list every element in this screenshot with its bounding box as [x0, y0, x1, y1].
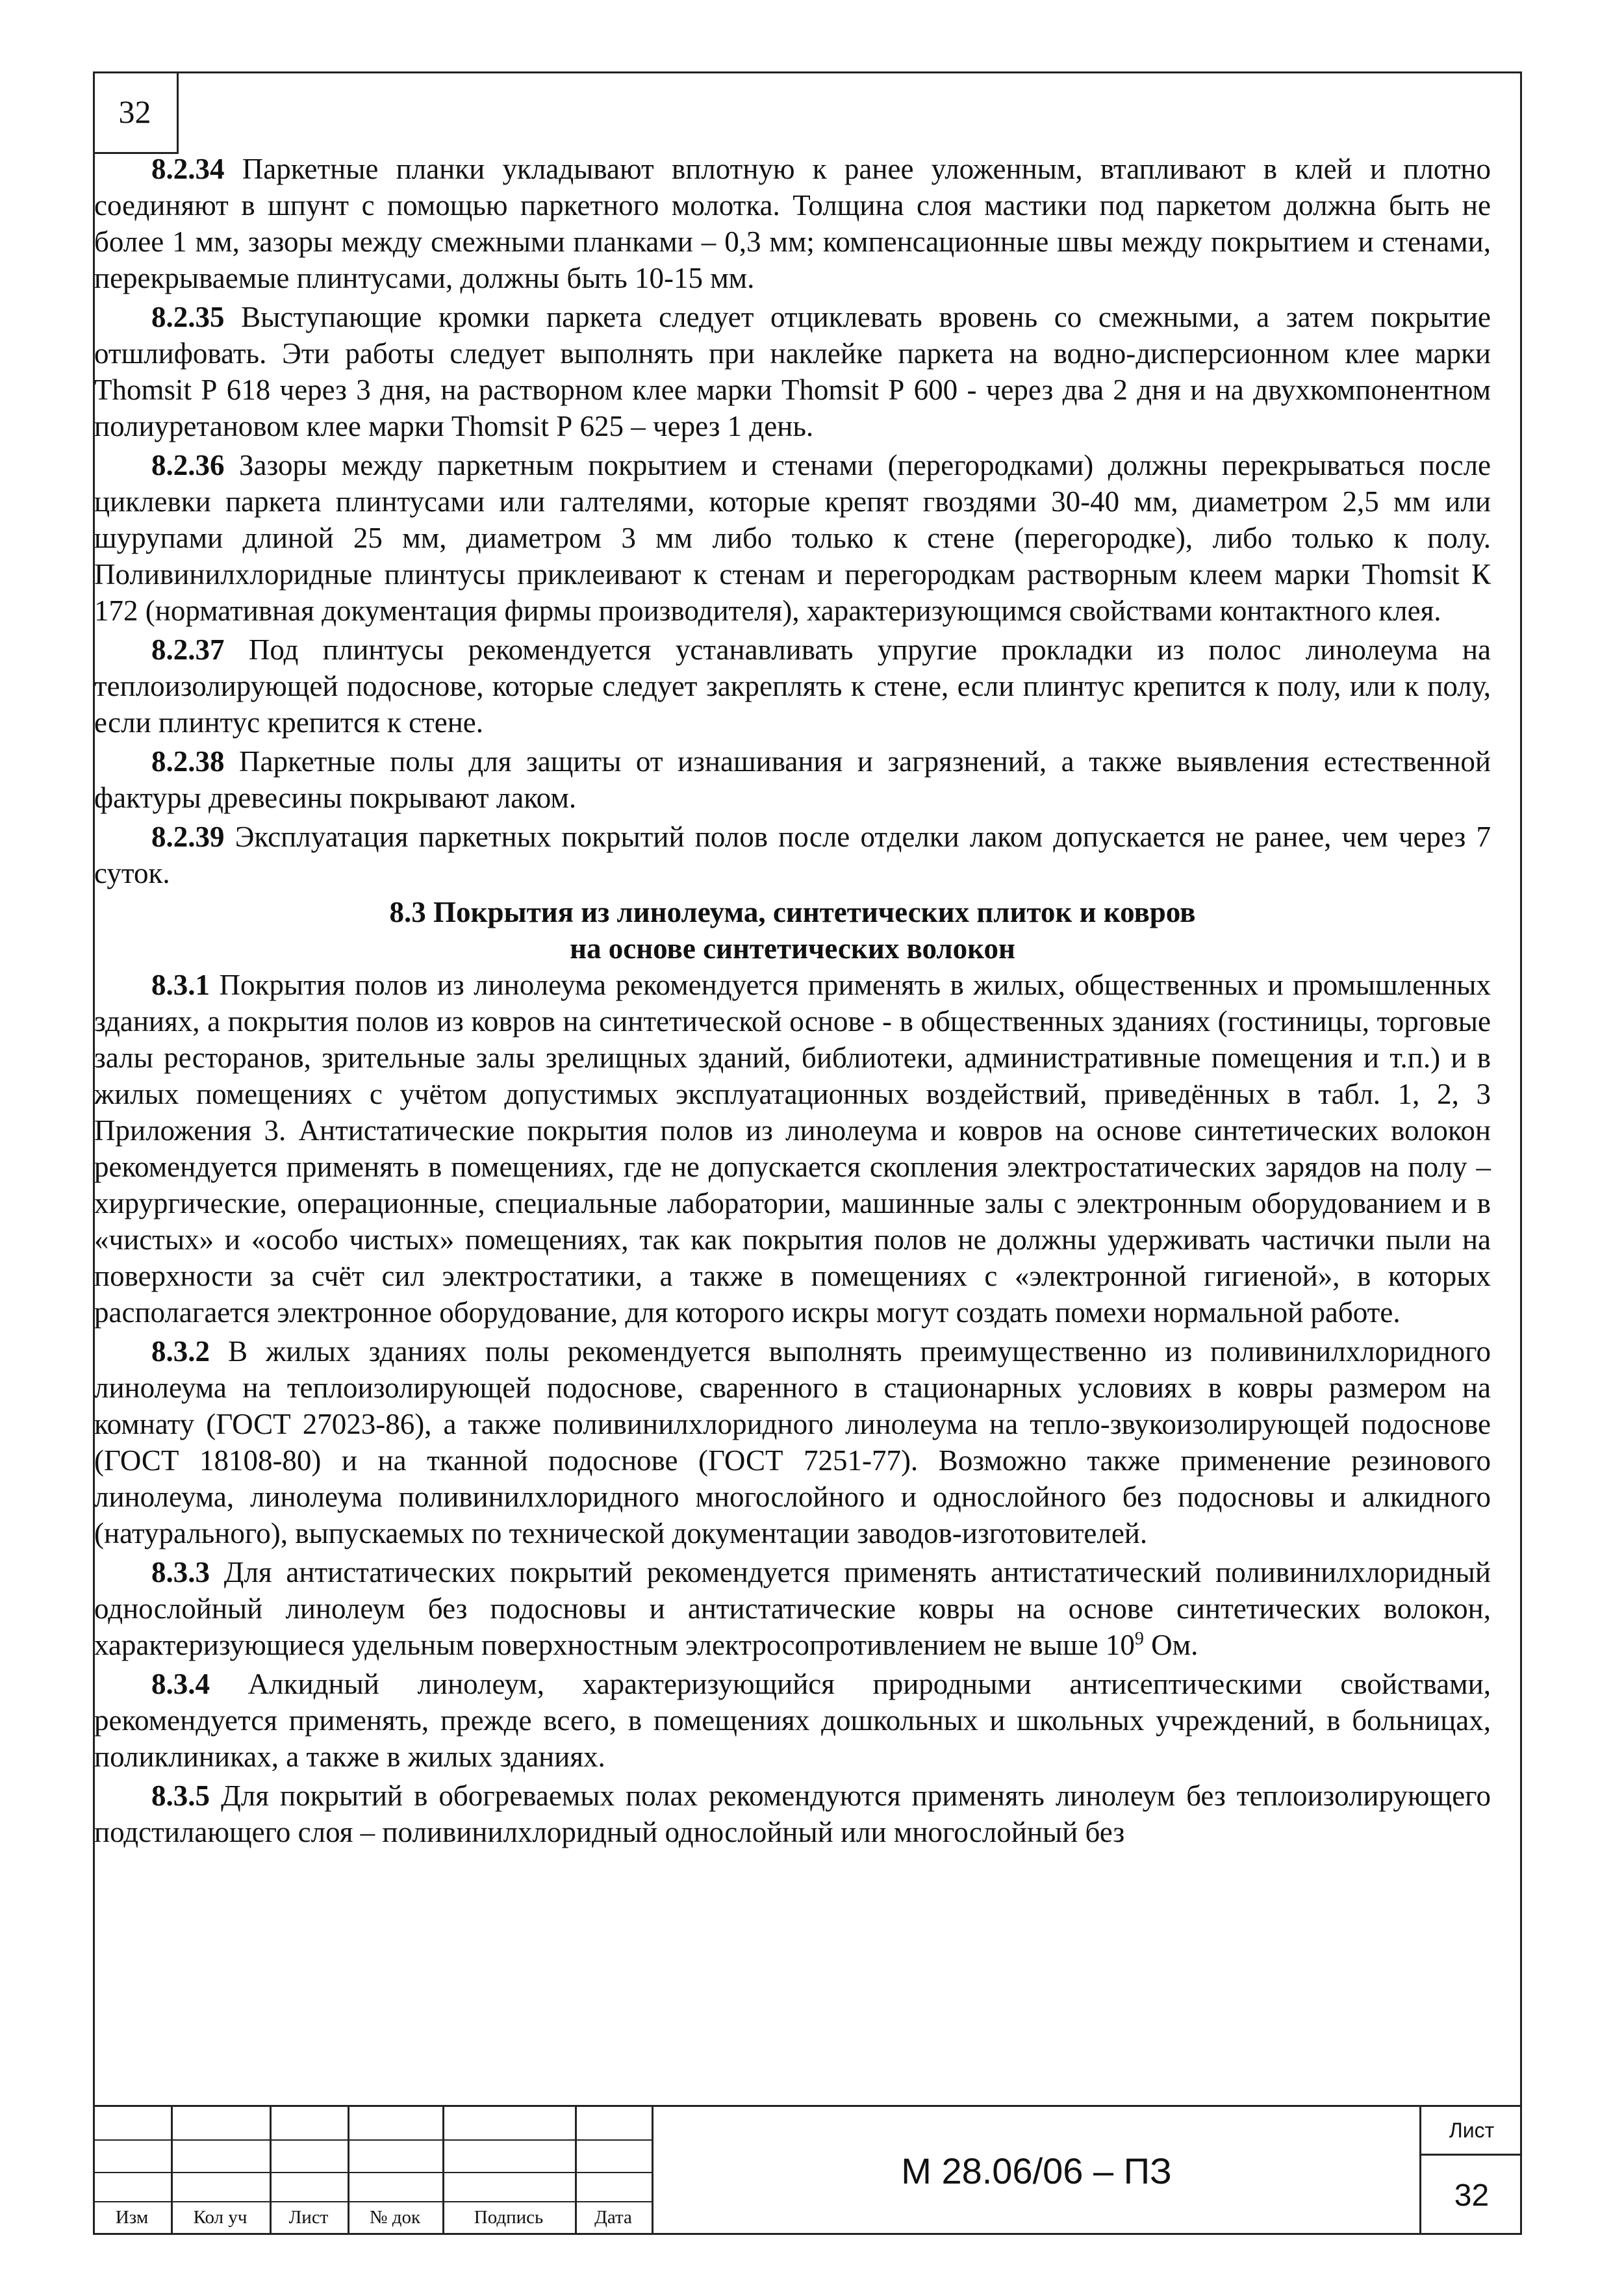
clause-number: 8.2.36	[151, 449, 225, 481]
revision-table	[93, 2107, 652, 2235]
paragraph-8-3-2	[94, 1333, 1491, 1551]
clause-number: 8.3.2	[151, 1335, 210, 1368]
exponent: 9	[1134, 1629, 1144, 1649]
clause-number: 8.3.4	[151, 1668, 210, 1700]
clause-text: Покрытия полов из линолеума рекомендуется применять в жилых, общественных и промышленных зданиях, а покрытия полов из ковров на синтетической основе - в общественных зданиях (гостиницы, торговые залы ресторанов, зрительные залы зрелищных зданий, библиотеки, административные помещения и т.п.) и в жилых помещениях с учётом допустимых эксплуатационных воздействий, приведённых в табл. 1, 2, 3 Приложения 3. Антистатические покрытия полов из линолеума и ковров на основе синтетических волокон рекомендуется применять в помещениях, где не допускается скопления электростатических зарядов на полу – хирургические, операционные, специальные лаборатории, машинные залы с электронным оборудованием и в «чистых» и «особо чистых» помещениях, так как покрытия полов не должны удерживать частички пыли на поверхности за счёт сил электростатики, а также в помещениях с «электронной гигиеной», в которых располагается электронное оборудование, для которого искры могут создать помехи нормальной работе.	[94, 969, 1491, 1329]
clause-number: 8.2.35	[151, 301, 225, 333]
row-divider	[93, 2139, 652, 2141]
document-code: М 28.06/06 – ПЗ	[652, 2107, 1421, 2235]
paragraph-8-3-3	[94, 1554, 1491, 1663]
clause-number: 8.3.3	[151, 1556, 210, 1588]
clause-number: 8.2.39	[151, 821, 225, 853]
clause-text: Выступающие кромки паркета следует отциклевать вровень со смежными, а затем покрытие отшлифовать. Эти работы следует выполнять при наклейке паркета на водно-дисперсионном клее марки Thomsit Р 618 через 3 дня, на растворном клее марки Thomsit Р 600 - через два 2 дня и на двухкомпонентном полиуретановом клее марки Thomsit Р 625 – через 1 день.	[94, 301, 1491, 442]
clause-text: Эксплуатация паркетных покрытий полов после отделки лаком допускается не ранее, чем через 7 суток.	[94, 821, 1491, 889]
clause-text: Зазоры между паркетным покрытием и стенами (перегородками) должны перекрываться после циклевки паркета плинтусами или галтелями, которые крепят гвоздями 30-40 мм, диаметром 2,5 мм или шурупами длиной 25 мм, диаметром 3 мм либо только к стене (перегородке), либо только к полу. Поливинилхлоридные плинтусы приклеивают к стенам и перегородкам растворным клеем марки Thomsit К 172 (нормативная документация фирмы производителя), характеризующимся свойствами контактного клея.	[94, 449, 1491, 627]
sheet-number: 32	[1454, 2178, 1490, 2213]
clause-text: Алкидный линолеум, характеризующийся природными антисептическими свойствами, рекомендуется применять, прежде всего, в помещениях дошкольных и школьных учреждений, в больницах, поликлиниках, а также в жилых зданиях.	[94, 1668, 1491, 1773]
clause-number: 8.3.1	[151, 969, 210, 1001]
title-block	[93, 2105, 1522, 2235]
clause-text: Паркетные планки укладывают вплотную к ранее уложенным, втапливают в клей и плотно соединяют в шпунт с помощью паркетного молотка. Толщина слоя мастики под паркетом должна быть не более 1 мм, зазоры между смежными планками – 0,3 мм; компенсационные швы между покрытием и стенами, перекрываемые плинтусами, должны быть 10-15 мм.	[94, 153, 1491, 294]
clause-number: 8.2.34	[151, 153, 225, 185]
paragraph-8-2-39	[94, 819, 1491, 891]
clause-number: 8.3.5	[151, 1779, 210, 1812]
label-podpis: Подпись	[474, 2207, 544, 2228]
document-body	[94, 151, 1491, 1853]
label-izm: Изм	[115, 2207, 149, 2228]
sheet-label: Лист	[1421, 2107, 1522, 2156]
row-divider	[93, 2201, 652, 2202]
clause-text-tail: Ом.	[1143, 1629, 1199, 1661]
clause-text: В жилых зданиях полы рекомендуется выполнять преимущественно из поливинилхлоридного линолеума на теплоизолирующей подоснове, сваренного в стационарных условиях в ковры размером на комнату (ГОСТ 27023-86), а также поливинилхлоридного линолеума на тепло-звукоизолирующей подоснове (ГОСТ 18108-80) и на тканной подоснове (ГОСТ 7251-77). Возможно также применение резинового линолеума, линолеума поливинилхлоридного многослойного и однослойного без подосновы и алкидного (натурального), выпускаемых по технической документации заводов-изготовителей.	[94, 1335, 1491, 1549]
paragraph-8-2-36	[94, 447, 1491, 629]
row-divider	[93, 2172, 652, 2173]
paragraph-8-2-34	[94, 151, 1491, 296]
page-number: 32	[118, 94, 151, 130]
clause-text: Паркетные полы для защиты от изнашивания и загрязнений, а также выявления естественной фактуры древесины покрывают лаком.	[94, 745, 1491, 814]
clause-text: Под плинтусы рекомендуется устанавливать упругие прокладки из полос линолеума на теплоизолирующей подоснове, которые следует закреплять к стене, если плинтус крепится к полу, или к полу, если плинтус крепится к стене.	[94, 633, 1491, 739]
clause-text: Для покрытий в обогреваемых полах рекомендуются применять линолеум без теплоизолирующего подстилающего слоя – поливинилхлоридный однослойный или многослойный без	[94, 1779, 1491, 1848]
paragraph-8-3-4	[94, 1666, 1491, 1775]
paragraph-8-3-1	[94, 967, 1491, 1331]
paragraph-8-2-38	[94, 743, 1491, 816]
paragraph-8-2-37	[94, 631, 1491, 741]
label-list: Лист	[288, 2207, 329, 2228]
clause-number: 8.2.38	[151, 745, 225, 778]
clause-number: 8.2.37	[151, 633, 225, 666]
section-heading-line2: на основе синтетических волокон	[570, 932, 1015, 965]
label-data: Дата	[594, 2207, 632, 2228]
paragraph-8-2-35	[94, 299, 1491, 444]
paragraph-8-3-5	[94, 1778, 1491, 1850]
label-n-dok: № док	[369, 2207, 421, 2228]
page-number-box	[93, 71, 179, 154]
section-heading-line1: 8.3 Покрытия из линолеума, синтетических плиток и ковров	[389, 896, 1196, 928]
label-kol-uch: Кол уч	[193, 2207, 247, 2228]
clause-text: Для антистатических покрытий рекомендуется применять антистатический поливинилхлоридный однослойный линолеум без подосновы и антистатические ковры на основе синтетических волокон, характеризующиеся удельным поверхностным электросопротивлением не выше 10	[94, 1556, 1491, 1661]
